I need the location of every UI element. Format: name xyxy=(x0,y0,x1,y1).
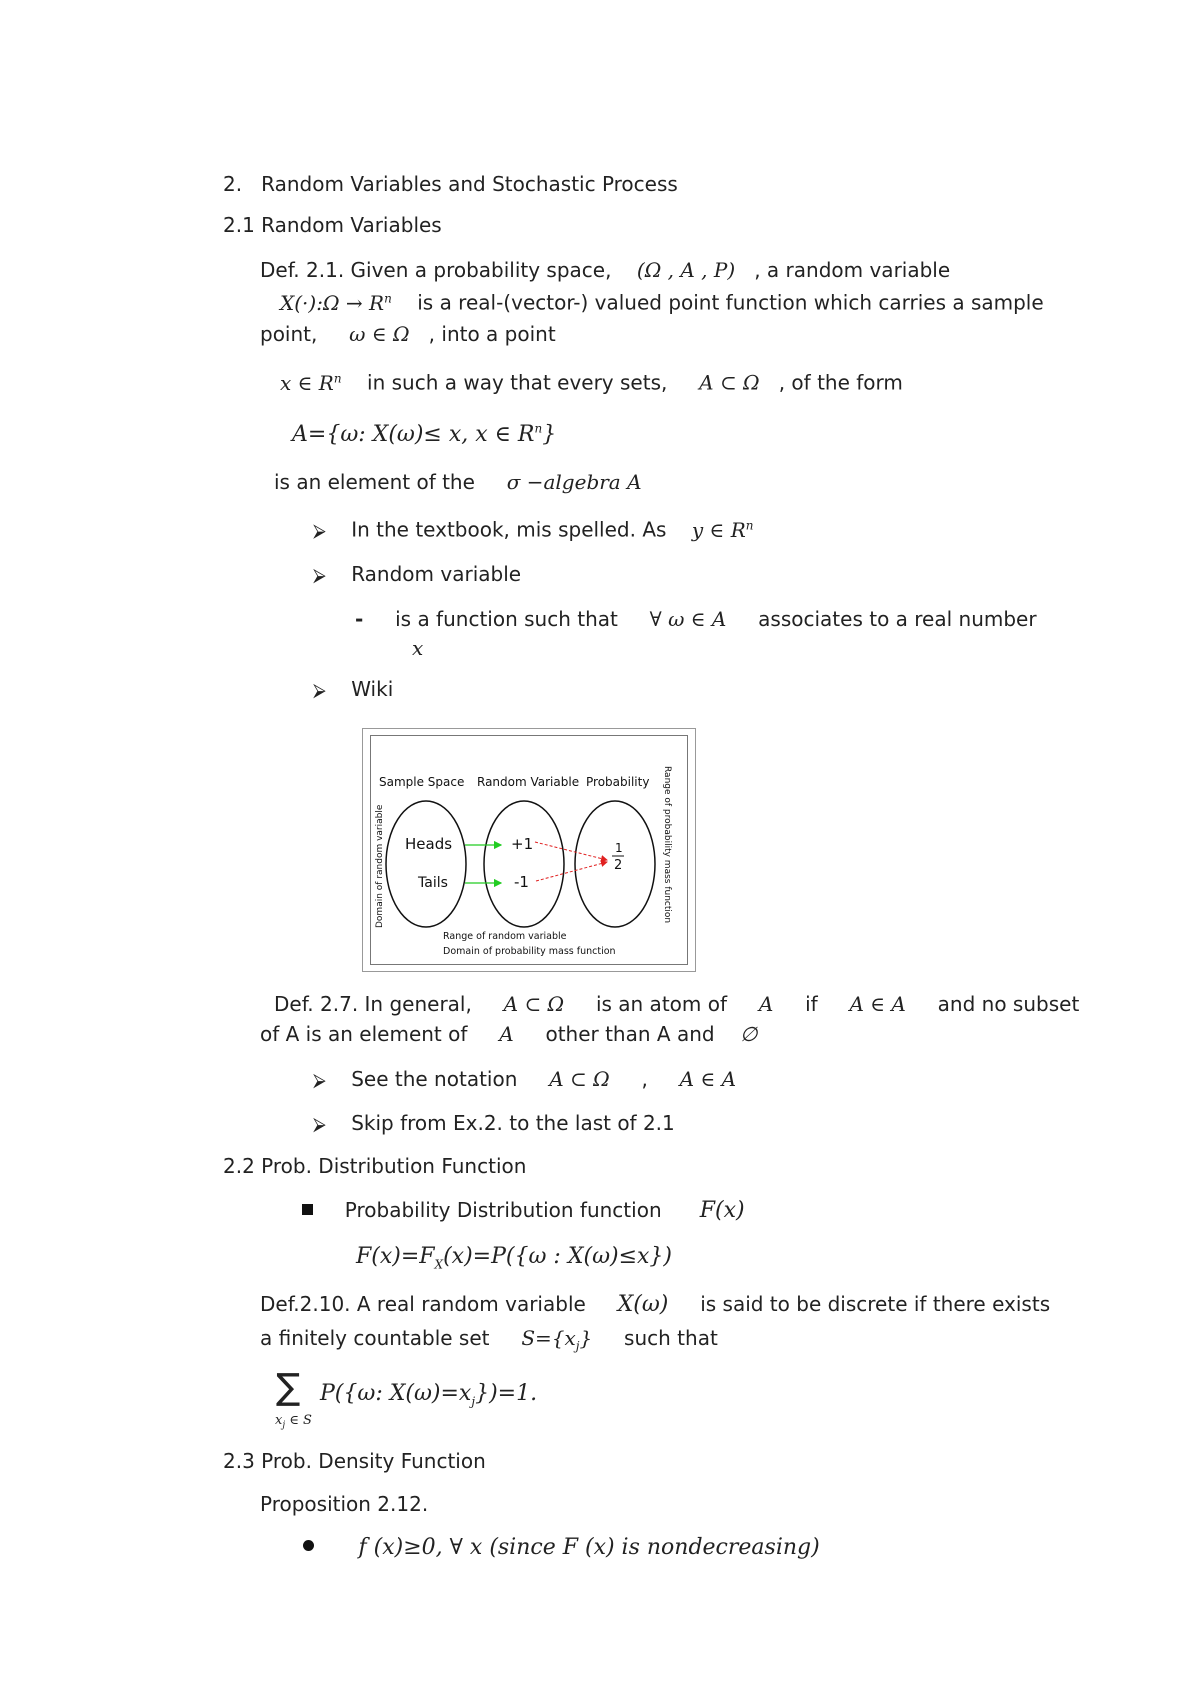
math-set-close: } xyxy=(542,422,557,448)
math-sup: n xyxy=(384,291,392,305)
section-number: 2. xyxy=(223,172,243,196)
section-2-3-heading: 2.3 Prob. Density Function xyxy=(223,1449,486,1473)
def-text: , a random variable xyxy=(754,258,951,282)
def-2-7-line-2 xyxy=(260,1024,757,1044)
empty-set-symbol: ∅ xyxy=(740,1022,758,1046)
arrow-bullet-icon: ⮚ xyxy=(313,1114,326,1135)
math-sub: X xyxy=(434,1257,444,1272)
bullet-notation xyxy=(313,1069,736,1090)
def-2-10-line-2 xyxy=(260,1328,718,1352)
bullet-misspelled xyxy=(313,519,754,541)
sum-index-set: ∈ S xyxy=(285,1413,312,1428)
sum-body-tail: })=1. xyxy=(475,1381,538,1406)
bullet-text: Skip from Ex.2. to the last of 2.1 xyxy=(351,1111,675,1135)
math-set-s xyxy=(521,1326,593,1353)
col-sample-space: Sample Space xyxy=(379,775,465,789)
def-text: a finitely countable set xyxy=(260,1326,490,1350)
math-y xyxy=(692,518,754,542)
col-random-variable: Random Variable xyxy=(477,775,580,789)
math-density-nonneg: f (x)≥0, ∀ x (since F (x) is nondecreasing) xyxy=(358,1535,820,1560)
math-x-omega: X(ω) xyxy=(617,1292,669,1317)
def-text: is an element of the xyxy=(274,470,475,494)
def-text: is said to be discrete if there exists xyxy=(700,1292,1051,1316)
section-2-2-heading: 2.2 Prob. Distribution Function xyxy=(223,1154,527,1178)
section-2-heading xyxy=(223,174,678,194)
def-text: of A is an element of xyxy=(260,1022,468,1046)
math-subset: A ⊂ Ω xyxy=(549,1067,610,1091)
math-sub: j xyxy=(575,1339,580,1353)
proposition-label: Proposition 2.12. xyxy=(260,1492,429,1516)
bullet-text: associates to a real number xyxy=(758,607,1037,631)
math-a: A xyxy=(758,992,774,1016)
def-text: point, xyxy=(260,322,318,346)
section-title: Random Variables and Stochastic Process xyxy=(261,172,678,196)
math-map xyxy=(280,291,392,315)
math-sub: j xyxy=(282,1420,286,1431)
math-forall: ∀ ω ∈ A xyxy=(649,607,727,631)
half-denominator: 2 xyxy=(614,858,623,873)
def-text: in such a way that every sets, xyxy=(367,370,668,395)
sum-body-base: P({ω: X(ω)=x xyxy=(320,1381,472,1406)
bullet-text: Wiki xyxy=(351,677,394,701)
math-y-base: y ∈ R xyxy=(691,517,746,542)
def-text: , into a point xyxy=(428,322,556,346)
pdf-equation xyxy=(356,1246,672,1270)
bullet-random-variable xyxy=(313,564,521,585)
math-element: A ∈ A xyxy=(679,1067,737,1091)
math-set-base: A={ω: X(ω)≤ x, x ∈ R xyxy=(292,422,535,448)
arrow-bullet-icon: ⮚ xyxy=(313,565,326,586)
bullet-density xyxy=(303,1537,820,1559)
summation-index xyxy=(275,1414,312,1431)
def-text: other than A and xyxy=(545,1022,715,1046)
math-set xyxy=(292,422,556,447)
math-sub: j xyxy=(471,1394,476,1409)
def-text: Def.2.10. A real random variable xyxy=(260,1292,586,1316)
section-2-1-heading: 2.1 Random Variables xyxy=(223,213,442,237)
def-text: is a real-(vector-) valued point function which carries a sample xyxy=(417,290,1044,315)
range-rv-label: Range of random variable xyxy=(443,931,567,942)
math-set-s-base: S={x xyxy=(521,1326,576,1350)
def-text: and no subset xyxy=(937,992,1080,1016)
plus-one-label: +1 xyxy=(511,835,534,853)
arrow-bullet-icon: ⮚ xyxy=(313,1070,326,1091)
domain-pmf-label: Domain of probability mass function xyxy=(443,946,616,957)
def-2-7-line-1 xyxy=(274,994,1079,1014)
minus-prob-arrow xyxy=(536,862,607,881)
figure-frame xyxy=(370,735,688,965)
math-probability-space: (Ω , A , P) xyxy=(636,258,736,282)
col-probability: Probability xyxy=(586,775,650,789)
arrow-bullet-icon: ⮚ xyxy=(313,680,326,701)
def-text: Def. 2.7. In general, xyxy=(274,992,472,1016)
math-pdf-eq xyxy=(356,1244,673,1272)
bullet-pdf xyxy=(302,1200,745,1222)
range-pmf-label: Range of probability mass function xyxy=(662,766,672,924)
math-set-close: } xyxy=(579,1326,593,1350)
eq-rhs: (x)=P({ω : X(ω)≤x}) xyxy=(443,1244,673,1269)
bullet-skip xyxy=(313,1113,675,1134)
def-2-1-set xyxy=(292,423,556,446)
math-x-var: x xyxy=(412,636,424,660)
summation-body xyxy=(320,1383,537,1407)
round-bullet-icon xyxy=(303,1540,314,1551)
def-text: Def. 2.1. Given a probability space, xyxy=(260,258,612,282)
math-subset: A ⊂ Ω xyxy=(503,992,565,1016)
math-omega: ω ∈ Ω xyxy=(349,322,410,346)
def-text: is an atom of xyxy=(595,992,728,1016)
random-variable-diagram xyxy=(371,736,687,964)
def-text: if xyxy=(805,992,818,1016)
def-2-10-line-1 xyxy=(260,1294,1050,1316)
math-map-base: X(·):Ω → R xyxy=(280,290,385,315)
math-element: A ∈ A xyxy=(849,992,906,1016)
sample-space-ellipse xyxy=(386,801,466,927)
def-text: such that xyxy=(624,1326,718,1350)
math-sup: n xyxy=(745,518,754,532)
arrow-bullet-icon: ⮚ xyxy=(313,520,326,542)
math-f-of-x: F(x) xyxy=(699,1198,745,1223)
def-2-1-line-3 xyxy=(260,324,556,344)
math-sup: n xyxy=(333,371,342,385)
bullet-text: In the textbook, mis spelled. As xyxy=(351,517,667,542)
bullet-text: Random variable xyxy=(351,562,522,586)
bullet-text: is a function such that xyxy=(395,607,618,631)
def-2-1-line-6 xyxy=(274,472,642,492)
def-2-1-line-2 xyxy=(280,292,1044,313)
bullet-text: See the notation xyxy=(351,1067,518,1091)
summation-symbol: ∑ xyxy=(276,1367,301,1408)
math-a: A xyxy=(499,1022,514,1046)
eq-lhs: F(x)=F xyxy=(356,1244,435,1269)
heads-label: Heads xyxy=(405,835,453,853)
def-text: , of the form xyxy=(778,370,903,395)
sum-index-x: x xyxy=(275,1413,283,1428)
math-sup: n xyxy=(534,422,543,436)
wiki-figure xyxy=(362,728,696,972)
bullet-text: Probability Distribution function xyxy=(344,1198,662,1222)
square-bullet-icon xyxy=(302,1204,313,1215)
comma: , xyxy=(641,1067,648,1091)
tails-label: Tails xyxy=(418,875,448,891)
def-2-1-line-1 xyxy=(260,260,950,280)
plus-prob-arrow xyxy=(535,842,607,860)
dash-item xyxy=(355,609,1037,629)
def-2-1-line-4 xyxy=(280,372,903,393)
math-x-base: x ∈ R xyxy=(280,370,334,395)
minus-one-label: -1 xyxy=(514,873,529,891)
bullet-wiki xyxy=(313,679,393,700)
math-x xyxy=(280,371,342,395)
dash-bullet: - xyxy=(355,607,364,631)
half-numerator: 1 xyxy=(615,841,623,855)
math-sigma-algebra: σ −algebra A xyxy=(506,470,642,494)
math-subset: A ⊂ Ω xyxy=(699,370,760,395)
domain-rv-label: Domain of random variable xyxy=(375,804,385,928)
random-variable-ellipse xyxy=(484,801,564,927)
